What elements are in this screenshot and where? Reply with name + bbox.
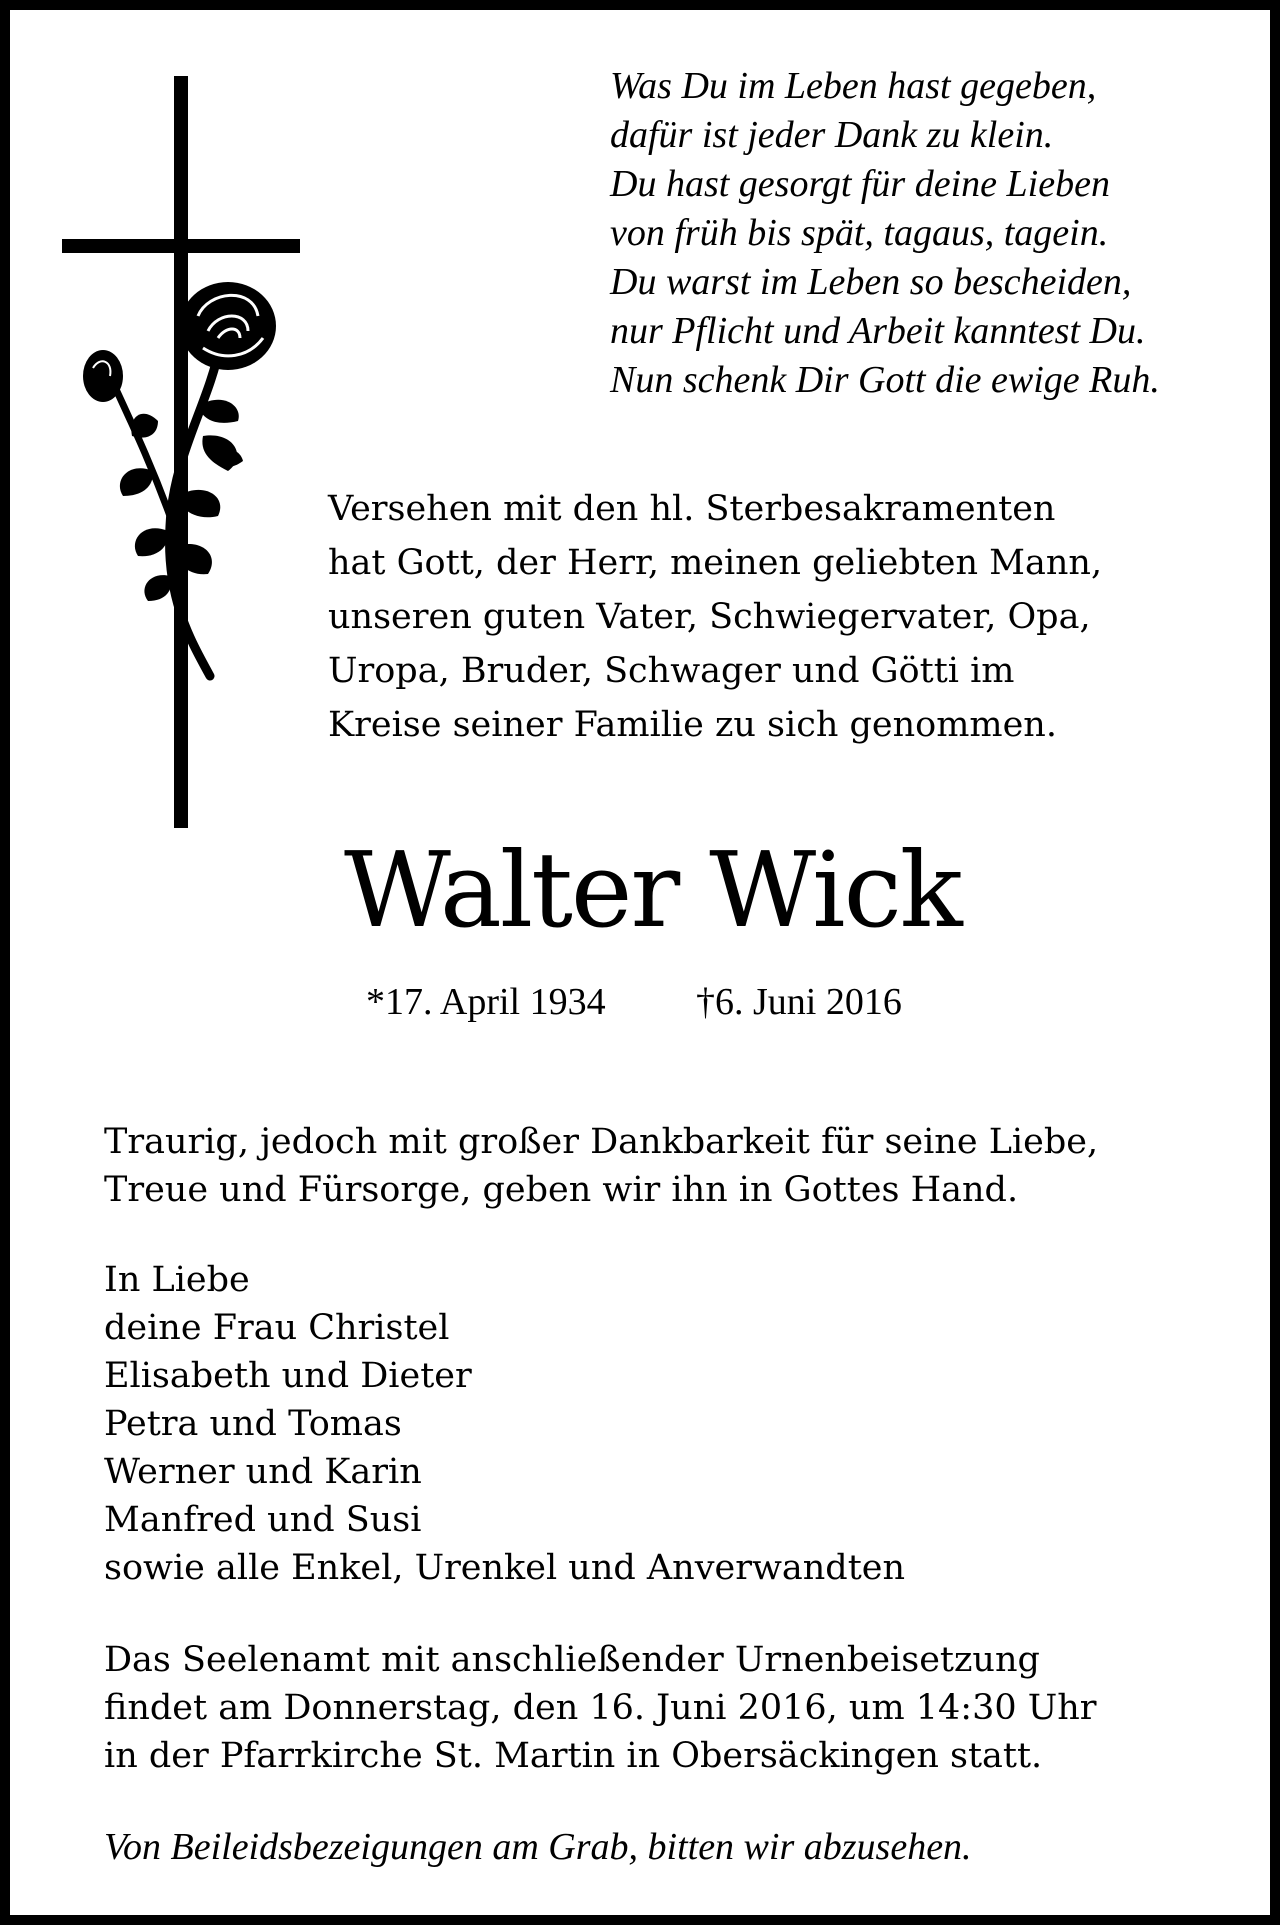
poem-line: von früh bis spät, tagaus, tagein. xyxy=(610,212,1109,254)
service-line: in der Pfarrkirche St. Martin in Obersäckingen statt. xyxy=(104,1736,1043,1776)
gratitude-line: Traurig, jedoch mit großer Dankbarkeit für seine Liebe, xyxy=(104,1122,1099,1162)
death-date: †6. Juni 2016 xyxy=(696,981,902,1023)
mourner-line: In Liebe xyxy=(104,1260,250,1300)
poem-line: dafür ist jeder Dank zu klein. xyxy=(610,114,1054,156)
announcement-line: unseren guten Vater, Schwiegervater, Opa, xyxy=(328,597,1091,637)
poem-line: nur Pflicht und Arbeit kanntest Du. xyxy=(610,310,1146,352)
birth-date: *17. April 1934 xyxy=(366,981,606,1023)
service-line: Das Seelenamt mit anschließender Urnenbeisetzung xyxy=(104,1640,1040,1680)
mourner-line: sowie alle Enkel, Urenkel und Anverwandten xyxy=(104,1548,906,1588)
poem-line: Du hast gesorgt für deine Lieben xyxy=(610,163,1110,205)
closing-note: Von Beileidsbezeigungen am Grab, bitten wir abzusehen. xyxy=(104,1826,972,1868)
cross-with-rose-icon xyxy=(58,76,308,836)
gratitude-line: Treue und Fürsorge, geben wir ihn in Gottes Hand. xyxy=(104,1170,1019,1210)
deceased-name: Walter Wick xyxy=(344,829,961,951)
mourner-line: Elisabeth und Dieter xyxy=(104,1356,472,1396)
announcement-line: Versehen mit den hl. Sterbesakramenten xyxy=(328,489,1056,529)
mourner-line: deine Frau Christel xyxy=(104,1308,450,1348)
poem-line: Was Du im Leben hast gegeben, xyxy=(610,65,1097,107)
announcement-line: Kreise seiner Familie zu sich genommen. xyxy=(328,705,1057,745)
memorial-poem xyxy=(610,62,1270,405)
service-line: findet am Donnerstag, den 16. Juni 2016, um 14:30 Uhr xyxy=(104,1688,1097,1728)
service-details xyxy=(104,1636,1244,1780)
mourner-line: Werner und Karin xyxy=(104,1452,422,1492)
mourners-list xyxy=(104,1256,1244,1592)
poem-line: Nun schenk Dir Gott die ewige Ruh. xyxy=(610,359,1160,401)
announcement-line: Uropa, Bruder, Schwager und Götti im xyxy=(328,651,1015,691)
mourner-line: Petra und Tomas xyxy=(104,1404,402,1444)
poem-line: Du warst im Leben so bescheiden, xyxy=(610,261,1132,303)
mourner-line: Manfred und Susi xyxy=(104,1500,422,1540)
gratitude-text xyxy=(104,1118,1244,1214)
announcement-line: hat Gott, der Herr, meinen geliebten Mann, xyxy=(328,543,1103,583)
death-announcement xyxy=(328,482,1248,752)
